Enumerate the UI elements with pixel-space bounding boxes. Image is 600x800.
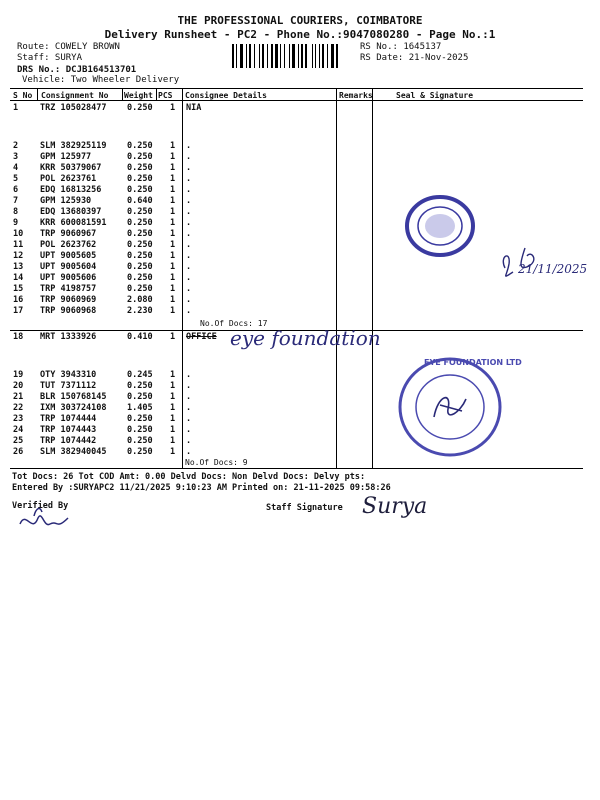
row-consignment: UPT 9005606	[40, 273, 97, 283]
row-sno: 23	[13, 414, 24, 424]
eye-foundation-seal	[396, 355, 504, 459]
row-pcs: 1	[170, 414, 176, 424]
route-label: Route: COWELY BROWN	[17, 42, 120, 52]
barcode-bar	[322, 44, 324, 68]
row-sno: 19	[13, 370, 24, 380]
row-sno: 4	[13, 163, 19, 173]
row-consignment: GPM 125977	[40, 152, 92, 162]
row-pcs: 1	[170, 163, 176, 173]
row-pcs: 1	[170, 370, 176, 380]
row-weight: 0.250	[127, 163, 153, 173]
row-consignment: MRT 1333926	[40, 332, 97, 342]
row-pcs: 1	[170, 262, 176, 272]
row-weight: 0.250	[127, 251, 153, 261]
drs-number: DRS No.: DCJB164513701	[17, 65, 137, 75]
table-row	[10, 284, 310, 294]
row-sno: 3	[13, 152, 19, 162]
row-consignee: .	[186, 447, 192, 457]
row-consignee: .	[186, 425, 192, 435]
table-row	[10, 196, 310, 206]
row-weight: 0.250	[127, 414, 153, 424]
barcode-bar	[336, 44, 338, 68]
row-pcs: 1	[170, 185, 176, 195]
row-pcs: 1	[170, 141, 176, 151]
col-divider	[156, 89, 157, 100]
row-weight: 0.250	[127, 240, 153, 250]
row-weight: 0.410	[127, 332, 153, 342]
row-sno: 20	[13, 381, 24, 391]
row-consignment: TRP 4198757	[40, 284, 97, 294]
row-pcs: 1	[170, 240, 176, 250]
table-row	[10, 251, 310, 261]
row-pcs: 1	[170, 392, 176, 402]
table-row	[10, 240, 310, 250]
seal-stamp-1	[404, 194, 476, 258]
row-pcs: 1	[170, 207, 176, 217]
row-consignment: TRP 1074443	[40, 425, 97, 435]
col-sno: S No	[13, 91, 33, 100]
row-pcs: 1	[170, 284, 176, 294]
row-pcs: 1	[170, 229, 176, 239]
row-pcs: 1	[170, 306, 176, 316]
row-consignee: .	[186, 414, 192, 424]
row-weight: 0.250	[127, 185, 153, 195]
row-pcs: 1	[170, 403, 176, 413]
row-consignment: SLM 382940045	[40, 447, 107, 457]
row-sno: 15	[13, 284, 24, 294]
table-row	[10, 414, 310, 424]
table-row	[10, 381, 310, 391]
col-remarks: Remarks	[339, 91, 373, 100]
row-pcs: 1	[170, 103, 176, 113]
handwritten-consignee: eye foundation	[230, 326, 381, 350]
staff-signature-label: Staff Signature	[266, 503, 343, 513]
row-consignee: NIA	[186, 103, 202, 113]
verified-by-label: Verified By	[12, 501, 69, 511]
table-row	[10, 295, 310, 305]
row-weight: 0.250	[127, 218, 153, 228]
row-pcs: 1	[170, 196, 176, 206]
row-consignment: OTY 3943310	[40, 370, 97, 380]
row-consignee: .	[186, 218, 192, 228]
col-consignee: Consignee Details	[185, 91, 267, 100]
row-consignee: .	[186, 273, 192, 283]
barcode-bar	[271, 44, 273, 68]
row-pcs: 1	[170, 174, 176, 184]
row-sno: 18	[13, 332, 24, 342]
row-pcs: 1	[170, 152, 176, 162]
row-sno: 6	[13, 185, 19, 195]
row-sno: 22	[13, 403, 24, 413]
row-consignee: .	[186, 207, 192, 217]
barcode-bar	[249, 44, 251, 68]
row-consignment: TRP 9060969	[40, 295, 97, 305]
row-weight: 2.230	[127, 306, 153, 316]
row-consignee: .	[186, 240, 192, 250]
page-title: THE PROFESSIONAL COURIERS, COIMBATORE	[177, 14, 423, 27]
row-weight: 0.250	[127, 229, 153, 239]
barcode-bar	[232, 44, 234, 68]
col-pcs: PCS	[158, 91, 173, 100]
barcode-bar	[327, 44, 328, 68]
row-weight: 2.080	[127, 295, 153, 305]
row-sno: 9	[13, 218, 19, 228]
table-row	[10, 207, 310, 217]
col-seal-signature: Seal & Signature	[396, 91, 474, 100]
row-sno: 11	[13, 240, 24, 250]
barcode-bar	[236, 44, 237, 68]
row-weight: 0.250	[127, 392, 153, 402]
entered-by: Entered By :SURYAPC2 11/21/2025 9:10:23 AM Printed on: 21-11-2025 09:58:26	[12, 483, 391, 493]
row-consignment: UPT 9005604	[40, 262, 97, 272]
col-divider	[336, 89, 337, 468]
barcode-bar	[315, 44, 316, 68]
table-row	[10, 229, 310, 239]
table-row	[10, 152, 310, 162]
group1-docs-count: No.Of Docs: 17	[200, 319, 268, 328]
row-consignee: .	[186, 381, 192, 391]
barcode-bar	[319, 44, 320, 68]
row-sno: 10	[13, 229, 24, 239]
row-sno: 2	[13, 141, 19, 151]
barcode-bar	[275, 44, 278, 68]
table-row	[10, 185, 310, 195]
table-header-border	[10, 100, 583, 101]
row-consignee: .	[186, 141, 192, 151]
table-row	[10, 425, 310, 435]
signature-1-date: 21/11/2025	[518, 262, 588, 276]
table-row	[10, 141, 310, 151]
row-pcs: 1	[170, 295, 176, 305]
barcode-bar	[246, 44, 247, 68]
staff-label: Staff: SURYA	[17, 53, 83, 63]
table-row	[10, 262, 310, 272]
barcode-bar	[280, 44, 281, 68]
row-weight: 0.250	[127, 284, 153, 294]
row-consignee: .	[186, 185, 192, 195]
row-consignment: TRP 1074442	[40, 436, 97, 446]
table-row	[10, 392, 310, 402]
row-weight: 0.250	[127, 436, 153, 446]
row-weight: 1.405	[127, 403, 153, 413]
barcode-bar	[312, 44, 313, 68]
barcode-bar	[254, 44, 255, 68]
barcode-bar	[262, 44, 264, 68]
table-row	[10, 370, 310, 380]
row-consignment: TRZ 105028477	[40, 103, 107, 113]
row-sno: 21	[13, 392, 24, 402]
barcode-bar	[298, 44, 299, 68]
row-consignee: .	[186, 403, 192, 413]
table-row	[10, 403, 310, 413]
row-sno: 24	[13, 425, 24, 435]
row-sno: 14	[13, 273, 24, 283]
row-consignment: UPT 9005605	[40, 251, 97, 261]
row-pcs: 1	[170, 251, 176, 261]
row-weight: 0.250	[127, 103, 153, 113]
barcode-bar	[284, 44, 285, 68]
col-consignment: Consignment No	[41, 91, 109, 100]
row-pcs: 1	[170, 447, 176, 457]
row-sno: 13	[13, 262, 24, 272]
col-weight: Weight	[124, 91, 153, 100]
row-sno: 1	[13, 103, 19, 113]
row-weight: 0.250	[127, 207, 153, 217]
row-consignee: .	[186, 251, 192, 261]
row-pcs: 1	[170, 218, 176, 228]
row-consignee: .	[186, 392, 192, 402]
table-row	[10, 306, 310, 316]
rs-number: RS No.: 1645137	[360, 42, 442, 52]
rs-date: RS Date: 21-Nov-2025	[360, 53, 469, 63]
row-weight: 0.250	[127, 141, 153, 151]
row-pcs: 1	[170, 332, 176, 342]
col-divider	[122, 89, 123, 100]
verified-signature	[16, 504, 82, 538]
table-row	[10, 273, 310, 283]
row-weight: 0.250	[127, 425, 153, 435]
barcode-bar	[305, 44, 307, 68]
row-consignment: EDQ 13680397	[40, 207, 102, 217]
row-sno: 12	[13, 251, 24, 261]
staff-signature-hand: Surya	[362, 494, 428, 519]
row-consignee: .	[186, 174, 192, 184]
table-bottom-border	[10, 468, 583, 469]
page-subtitle: Delivery Runsheet - PC2 - Phone No.:9047080280 - Page No.:1	[104, 28, 496, 41]
row-consignee: .	[186, 306, 192, 316]
group3-docs-count: No.Of Docs: 9	[185, 458, 248, 467]
row-consignee: .	[186, 262, 192, 272]
row-weight: 0.245	[127, 370, 153, 380]
row-weight: 0.640	[127, 196, 153, 206]
col-divider	[37, 89, 38, 100]
row-consignment: TRP 1074444	[40, 414, 97, 424]
table-row	[10, 103, 310, 113]
barcode-bar	[289, 44, 290, 68]
row-sno: 5	[13, 174, 19, 184]
table-row	[10, 447, 310, 457]
row-weight: 0.250	[127, 174, 153, 184]
row-consignment: TRP 9060967	[40, 229, 97, 239]
row-consignment: KRR 600081591	[40, 218, 107, 228]
row-consignee: .	[186, 284, 192, 294]
barcode-bar	[331, 44, 334, 68]
row-consignment: TRP 9060968	[40, 306, 97, 316]
row-consignment: KRR 50379067	[40, 163, 102, 173]
row-sno: 25	[13, 436, 24, 446]
barcode-bar	[267, 44, 268, 68]
row-consignee: .	[186, 295, 192, 305]
row-consignment: IXM 303724108	[40, 403, 107, 413]
row-consignee: .	[186, 163, 192, 173]
row-consignment: POL 2623761	[40, 174, 97, 184]
row-pcs: 1	[170, 436, 176, 446]
row-consignment: SLM 382925119	[40, 141, 107, 151]
table-row	[10, 436, 310, 446]
barcode-bar	[240, 44, 243, 68]
col-divider	[372, 89, 373, 468]
row-consignment: TUT 7371112	[40, 381, 97, 391]
row-consignee: .	[186, 152, 192, 162]
seal-stamp-text: EYE FOUNDATION LTD	[424, 358, 522, 367]
row-pcs: 1	[170, 425, 176, 435]
row-sno: 17	[13, 306, 24, 316]
row-weight: 0.250	[127, 262, 153, 272]
table-top-border	[10, 88, 583, 89]
row-consignment: EDQ 16813256	[40, 185, 102, 195]
row-consignment: POL 2623762	[40, 240, 97, 250]
vehicle-label: Vehicle: Two Wheeler Delivery	[22, 75, 180, 85]
barcode-bar	[301, 44, 303, 68]
table-row	[10, 218, 310, 228]
row-consignee: .	[186, 229, 192, 239]
row-consignee: .	[186, 370, 192, 380]
row-weight: 0.250	[127, 273, 153, 283]
row-sno: 16	[13, 295, 24, 305]
barcode-bar	[292, 44, 295, 68]
row-sno: 7	[13, 196, 19, 206]
barcode-bar	[259, 44, 260, 68]
row-pcs: 1	[170, 273, 176, 283]
footer-summary: Tot Docs: 26 Tot COD Amt: 0.00 Delvd Docs: Non Delvd Docs: Delvy pts:	[12, 472, 366, 482]
row-consignment: BLR 150768145	[40, 392, 107, 402]
row-weight: 0.250	[127, 152, 153, 162]
table-row	[10, 174, 310, 184]
barcode	[232, 44, 354, 68]
row-weight: 0.250	[127, 447, 153, 457]
row-consignee: .	[186, 196, 192, 206]
row-consignee: OFFICE	[186, 332, 217, 342]
row-sno: 8	[13, 207, 19, 217]
row-consignee: .	[186, 436, 192, 446]
table-row	[10, 163, 310, 173]
row-pcs: 1	[170, 381, 176, 391]
row-weight: 0.250	[127, 381, 153, 391]
row-sno: 26	[13, 447, 24, 457]
row-consignment: GPM 125930	[40, 196, 92, 206]
